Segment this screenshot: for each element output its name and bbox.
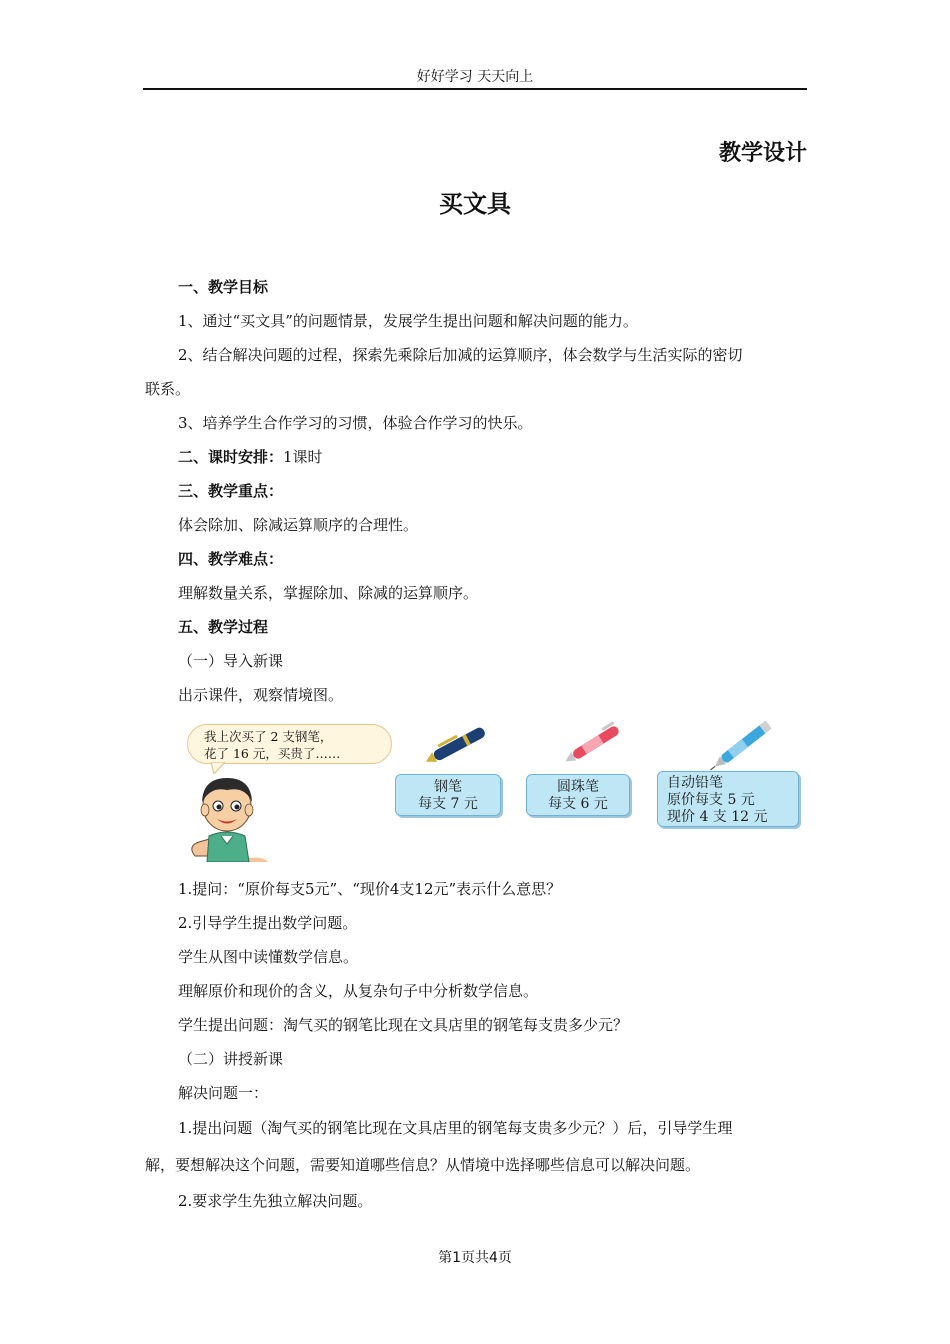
price-card-fountain-pen xyxy=(395,774,501,816)
card-pencil-original-price: 原价每支 5 元 xyxy=(667,792,755,808)
card-ballpoint-name: 圆珠笔 xyxy=(557,779,599,795)
step-1-line1: 1.提出问题（淘气买的钢笔比现在文具店里的钢笔每支贵多少元？）后，引导学生理 xyxy=(178,1119,733,1137)
goal-2-line2: 联系。 xyxy=(145,380,191,398)
show-slide-text: 出示课件，观察情境图。 xyxy=(178,686,344,704)
scene-illustration xyxy=(145,716,807,868)
page-header: 好好学习 天天向上 xyxy=(143,66,807,90)
question-2: 2.引导学生提出数学问题。 xyxy=(178,914,358,932)
question-1: 1.提问：“原价每支5元”、“现价4支12元”表示什么意思？ xyxy=(178,880,562,898)
goal-3: 3、培养学生合作学习的习惯，体验合作学习的快乐。 xyxy=(178,414,533,432)
goal-1: 1、通过“买文具”的问题情景，发展学生提出问题和解决问题的能力。 xyxy=(178,312,638,330)
section-heading-schedule xyxy=(145,440,807,474)
card-fountain-pen-name: 钢笔 xyxy=(434,779,462,795)
step-1-line2: 解，要想解决这个问题，需要知道哪些信息？从情境中选择哪些信息可以解决问题。 xyxy=(145,1156,701,1174)
boy-character-icon xyxy=(187,772,273,862)
card-pencil-name: 自动铅笔 xyxy=(667,775,723,791)
card-ballpoint-price: 每支 6 元 xyxy=(548,796,608,812)
fountain-pen-icon xyxy=(425,718,495,768)
schedule-value: 1课时 xyxy=(283,448,323,466)
part2-heading: （二）讲授新课 xyxy=(178,1050,284,1068)
ballpoint-pen-icon xyxy=(560,718,630,768)
solve-problem-1: 解决问题一： xyxy=(178,1084,269,1102)
difficulty-text: 理解数量关系，掌握除加、除减的运算顺序。 xyxy=(178,584,479,602)
page-footer: 第1页共4页 xyxy=(438,1250,512,1266)
card-fountain-pen-price: 每支 7 元 xyxy=(418,796,478,812)
speech-bubble xyxy=(187,724,392,764)
price-card-ballpoint xyxy=(526,774,630,816)
goal-2-line1: 2、结合解决问题的过程，探索先乘除后加减的运算顺序，体会数学与生活实际的密切 xyxy=(178,346,743,364)
section-heading-process: 五、教学过程 xyxy=(178,618,269,636)
keypoint-text: 体会除加、除减运算顺序的合理性。 xyxy=(178,516,419,534)
paragraph-student-question: 学生提出问题：淘气买的钢笔比现在文具店里的钢笔每支贵多少元？ xyxy=(178,1016,629,1034)
document-body xyxy=(145,270,807,1218)
document-type: 教学设计 xyxy=(718,141,807,166)
paragraph-read-info: 学生从图中读懂数学信息。 xyxy=(178,948,359,966)
section-heading-keypoint: 三、教学重点： xyxy=(178,482,284,500)
part1-heading: （一）导入新课 xyxy=(178,652,284,670)
schedule-label: 二、课时安排： xyxy=(178,448,284,466)
price-card-mechanical-pencil xyxy=(657,771,799,827)
section-heading-difficulty: 四、教学难点： xyxy=(178,550,284,568)
speech-line-2: 花了 16 元，买贵了…… xyxy=(204,746,341,761)
step-2: 2.要求学生先独立解决问题。 xyxy=(178,1192,373,1210)
page-title: 买文具 xyxy=(439,190,511,218)
section-heading-goals: 一、教学目标 xyxy=(178,278,269,296)
paragraph-price-meaning: 理解原价和现价的含义，从复杂句子中分析数学信息。 xyxy=(178,982,539,1000)
card-pencil-current-price: 现价 4 支 12 元 xyxy=(667,809,768,825)
mechanical-pencil-icon xyxy=(705,716,785,770)
speech-line-1: 我上次买了 2 支钢笔， xyxy=(204,729,333,744)
